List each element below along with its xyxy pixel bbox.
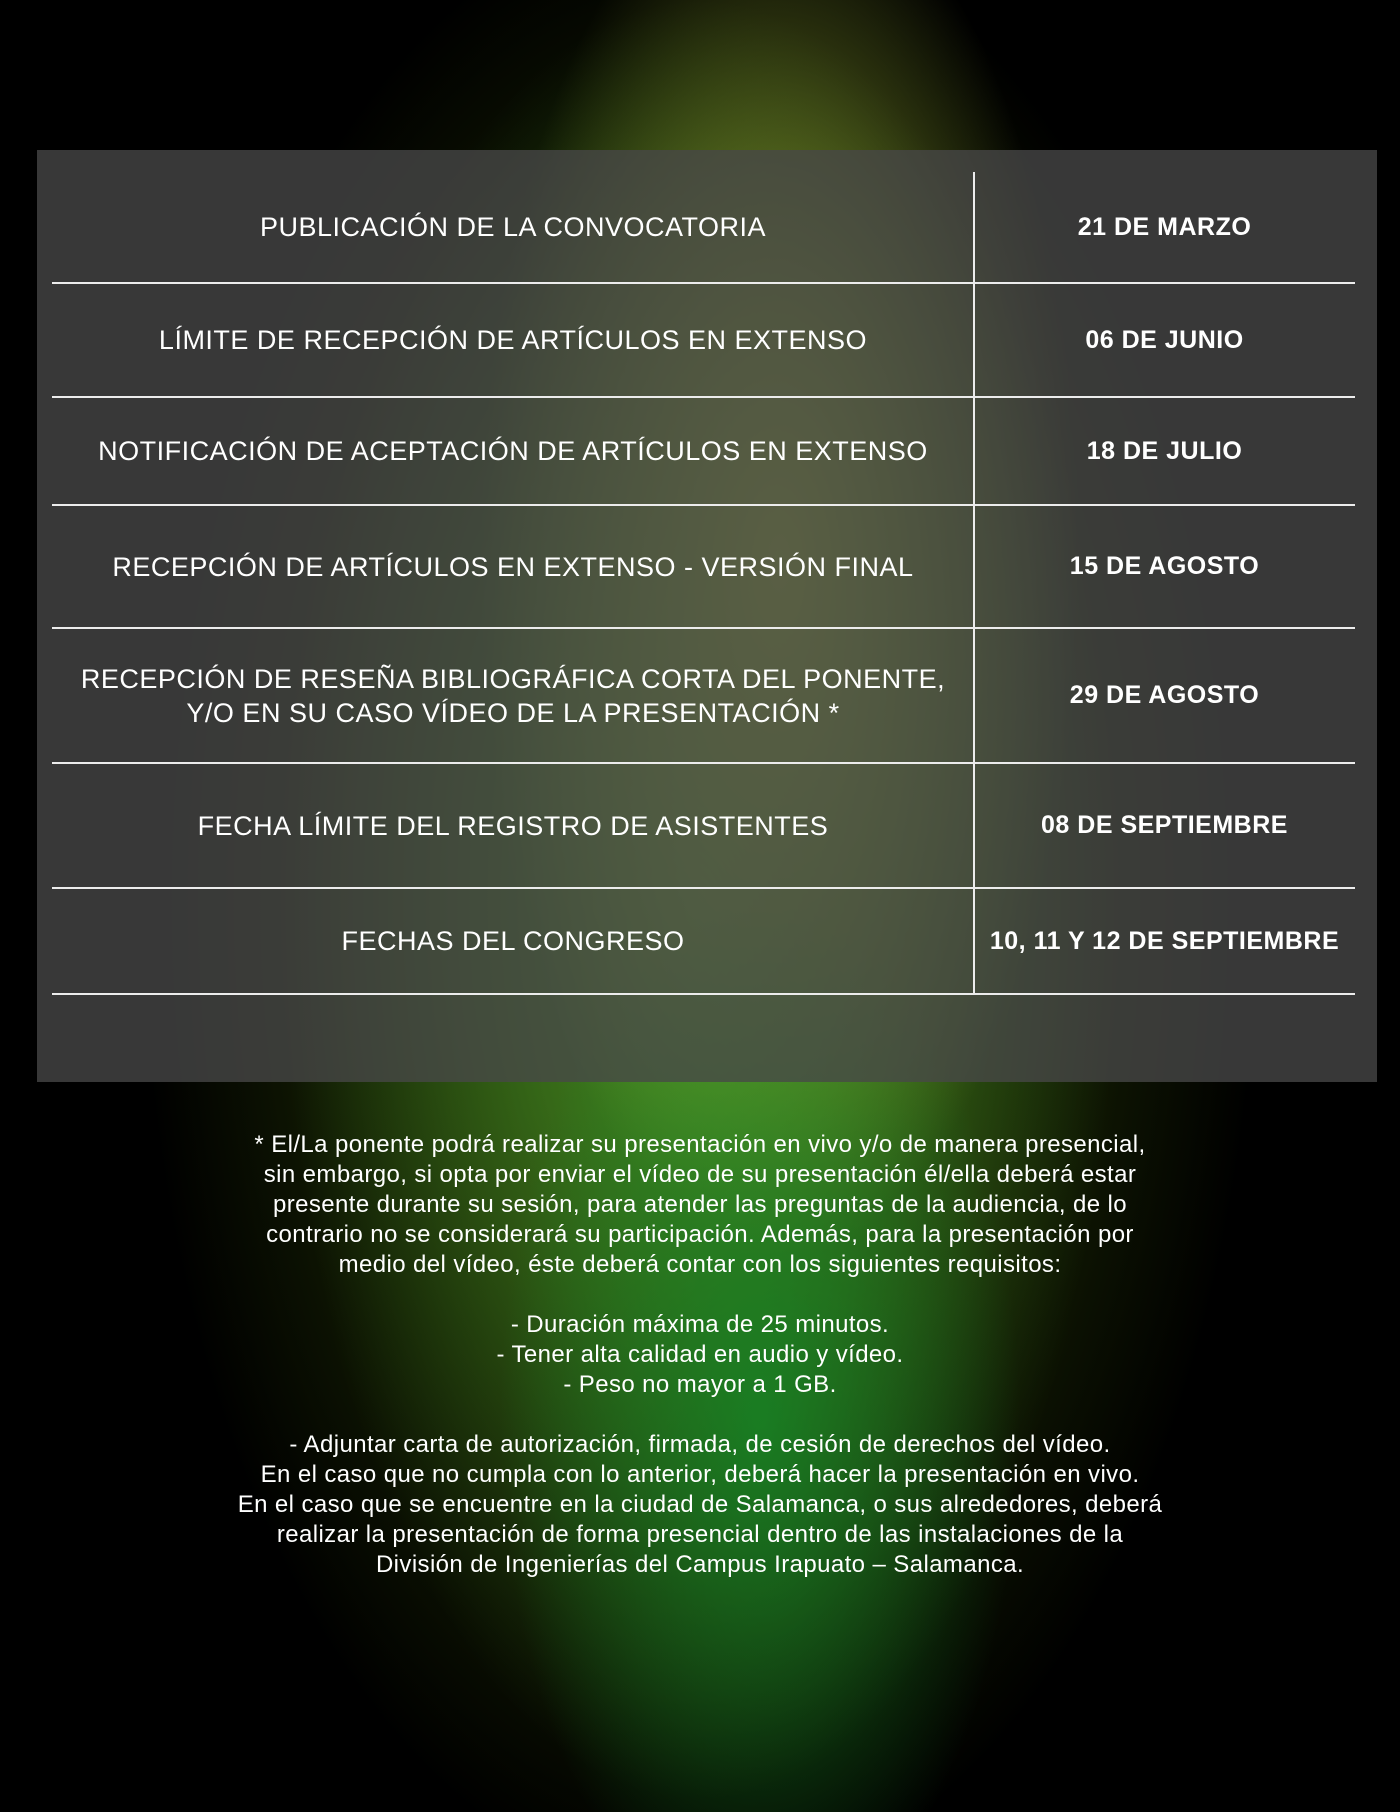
event-date: 15 DE AGOSTO: [1069, 552, 1260, 580]
note-line: presente durante su sesión, para atender las preguntas de la audiencia, de lo: [272, 1191, 1128, 1218]
event-label: FECHAS DEL CONGRESO: [341, 926, 685, 956]
notes-section: [150, 1130, 1250, 1580]
note-line: sin embargo, si opta por enviar el vídeo de su presentación él/ella deberá estar: [263, 1161, 1137, 1188]
table-row: [52, 629, 1355, 764]
table-row: [52, 889, 1355, 995]
event-label-line: Y/O EN SU CASO VÍDEO DE LA PRESENTACIÓN *: [186, 697, 840, 728]
event-date: 08 DE SEPTIEMBRE: [1041, 811, 1288, 839]
spacer: [150, 1400, 1250, 1430]
note-line: En el caso que no cumpla con lo anterior, deberá hacer la presentación en vivo.: [260, 1461, 1140, 1488]
spacer: [150, 1280, 1250, 1310]
table-row: [52, 284, 1355, 398]
event-label: RECEPCIÓN DE ARTÍCULOS EN EXTENSO - VERSIÓN FINAL: [112, 551, 914, 582]
event-label: PUBLICACIÓN DE LA CONVOCATORIA: [259, 212, 767, 242]
note-line: medio del vídeo, éste deberá contar con los siguientes requisitos:: [338, 1251, 1062, 1278]
event-date: 06 DE JUNIO: [1085, 325, 1244, 354]
event-date: 18 DE JULIO: [1086, 436, 1243, 465]
event-label: LÍMITE DE RECEPCIÓN DE ARTÍCULOS EN EXTENSO: [158, 325, 868, 355]
requirement-item: - Tener alta calidad en audio y vídeo.: [496, 1341, 904, 1368]
event-label-line: RECEPCIÓN DE RESEÑA BIBLIOGRÁFICA CORTA DEL PONENTE,: [80, 663, 946, 694]
schedule-table: [37, 150, 1377, 1082]
event-label: NOTIFICACIÓN DE ACEPTACIÓN DE ARTÍCULOS EN EXTENSO: [98, 436, 928, 466]
event-date: 10, 11 Y 12 DE SEPTIEMBRE: [989, 926, 1340, 955]
table-row: [52, 506, 1355, 629]
table-row: [52, 764, 1355, 889]
requirement-item: - Peso no mayor a 1 GB.: [563, 1371, 837, 1398]
note-line: * El/La ponente podrá realizar su presentación en vivo y/o de manera presencial,: [254, 1131, 1146, 1158]
note-line: En el caso que se encuentre en la ciudad de Salamanca, o sus alrededores, deberá: [237, 1491, 1163, 1518]
event-label: FECHA LÍMITE DEL REGISTRO DE ASISTENTES: [197, 810, 829, 841]
table-row: [52, 398, 1355, 506]
note-line: contrario no se considerará su participación. Además, para la presentación por: [266, 1221, 1134, 1248]
event-date: 29 DE AGOSTO: [1069, 681, 1260, 709]
event-date: 21 DE MARZO: [1077, 212, 1252, 241]
note-line: División de Ingenierías del Campus Irapuato – Salamanca.: [375, 1551, 1025, 1578]
table-row: [52, 172, 1355, 284]
requirement-item: - Duración máxima de 25 minutos.: [510, 1311, 890, 1338]
event-label: [52, 662, 974, 730]
note-line: realizar la presentación de forma presencial dentro de las instalaciones de la: [276, 1521, 1124, 1548]
note-line: - Adjuntar carta de autorización, firmada, de cesión de derechos del vídeo.: [289, 1431, 1111, 1458]
